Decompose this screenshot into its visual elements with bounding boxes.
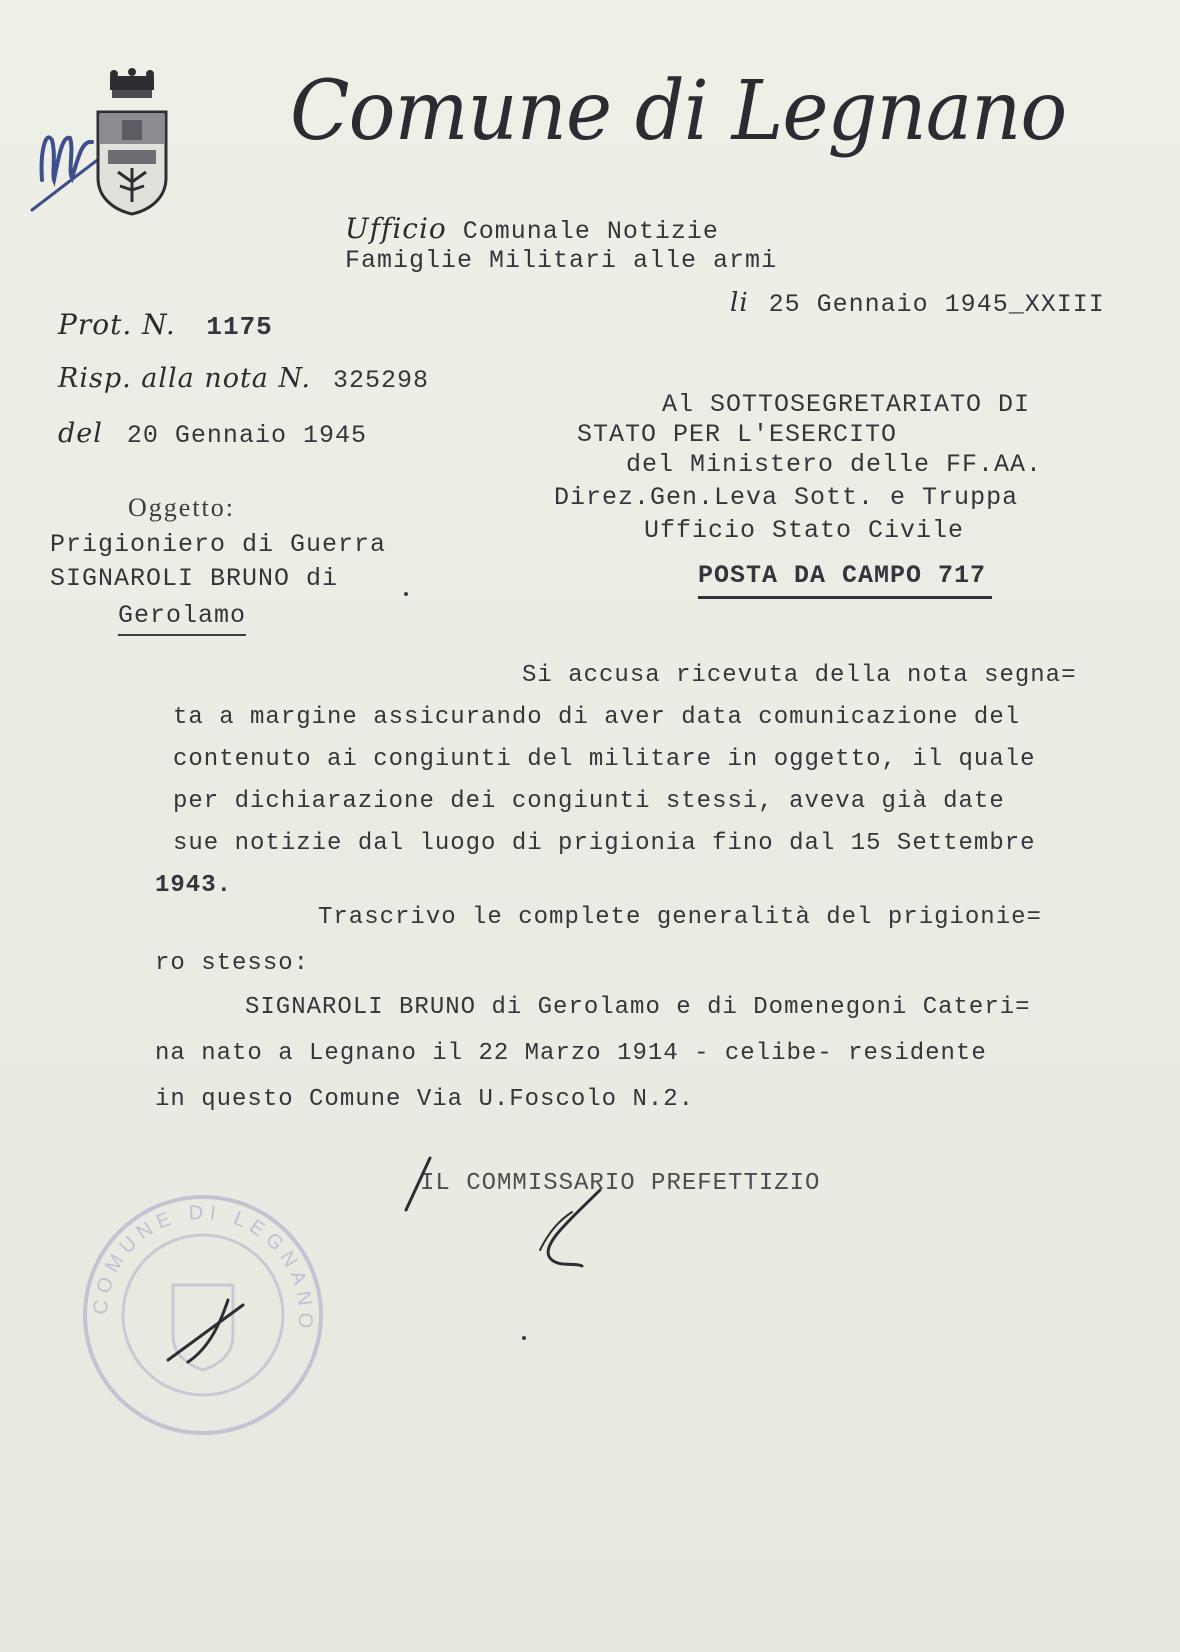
body-line-5: sue notizie dal luogo di prigionia fino dal 15 Settembre bbox=[173, 830, 1036, 857]
coat-of-arms-icon bbox=[92, 68, 172, 228]
del-value: 20 Gennaio 1945 bbox=[126, 421, 367, 450]
risp-label: Risp. alla nota N. bbox=[58, 363, 311, 394]
body-line-4: per dichiarazione dei congiunti stessi, aveva già date bbox=[173, 788, 1005, 815]
date-label: li bbox=[730, 288, 749, 318]
subject-line-2: SIGNAROLI BRUNO di bbox=[50, 564, 339, 593]
official-stamp bbox=[78, 1190, 328, 1440]
reply-note-date bbox=[58, 418, 367, 450]
del-label: del bbox=[58, 418, 103, 449]
body-line-2: ta a margine assicurando di aver data comunicazione del bbox=[173, 704, 1021, 731]
ink-dot bbox=[522, 1336, 526, 1340]
letterhead-title: Comune di Legnano bbox=[290, 64, 1067, 159]
office-label: Ufficio bbox=[345, 212, 447, 245]
office-line-1: Comunale Notizie bbox=[462, 217, 719, 246]
recipient-line-6: POSTA DA CAMPO 717 bbox=[698, 561, 992, 599]
recipient-line-1: Al SOTTOSEGRETARIATO DI bbox=[662, 390, 1031, 419]
protocol-number bbox=[58, 308, 273, 342]
recipient-line-4: Direz.Gen.Leva Sott. e Truppa bbox=[554, 483, 1019, 512]
recipient-line-2: STATO PER L'ESERCITO bbox=[577, 420, 898, 449]
body-line-6: 1943. bbox=[155, 872, 233, 899]
signatory-title: IL COMMISSARIO PREFETTIZIO bbox=[420, 1170, 821, 1197]
subject-line-3: Gerolamo bbox=[118, 601, 246, 636]
reply-note-number bbox=[58, 363, 429, 395]
body-line-8: ro stesso: bbox=[155, 950, 310, 977]
body-line-9: SIGNAROLI BRUNO di Gerolamo e di Domenegoni Cateri= bbox=[245, 994, 1031, 1021]
recipient-line-3: del Ministero delle FF.AA. bbox=[626, 450, 1043, 479]
subject-label: Oggetto: bbox=[128, 493, 235, 522]
risp-value: 325298 bbox=[333, 366, 430, 395]
date-value: 25 Gennaio 1945_XXIII bbox=[768, 290, 1105, 319]
office-line-2: Famiglie Militari alle armi bbox=[345, 246, 778, 275]
stamp-text: COMUNE DI LEGNANO bbox=[89, 1201, 317, 1336]
prot-value: 1175 bbox=[206, 312, 273, 342]
body-line-7: Trascrivo le complete generalità del prigionie= bbox=[318, 904, 1042, 931]
office-block bbox=[345, 212, 777, 275]
prot-label: Prot. N. bbox=[58, 308, 176, 341]
body-line-3: contenuto ai congiunti del militare in oggetto, il quale bbox=[173, 746, 1036, 773]
letter-date bbox=[730, 288, 1105, 319]
body-line-11: in questo Comune Via U.Foscolo N.2. bbox=[155, 1086, 695, 1113]
recipient-line-5: Ufficio Stato Civile bbox=[644, 516, 965, 545]
handwritten-signature bbox=[400, 1150, 660, 1290]
subject-line-1: Prigioniero di Guerra bbox=[50, 530, 387, 559]
ink-dot bbox=[404, 592, 408, 596]
body-line-1: Si accusa ricevuta della nota segna= bbox=[522, 662, 1077, 689]
body-line-10: na nato a Legnano il 22 Marzo 1914 - celibe- residente bbox=[155, 1040, 987, 1067]
